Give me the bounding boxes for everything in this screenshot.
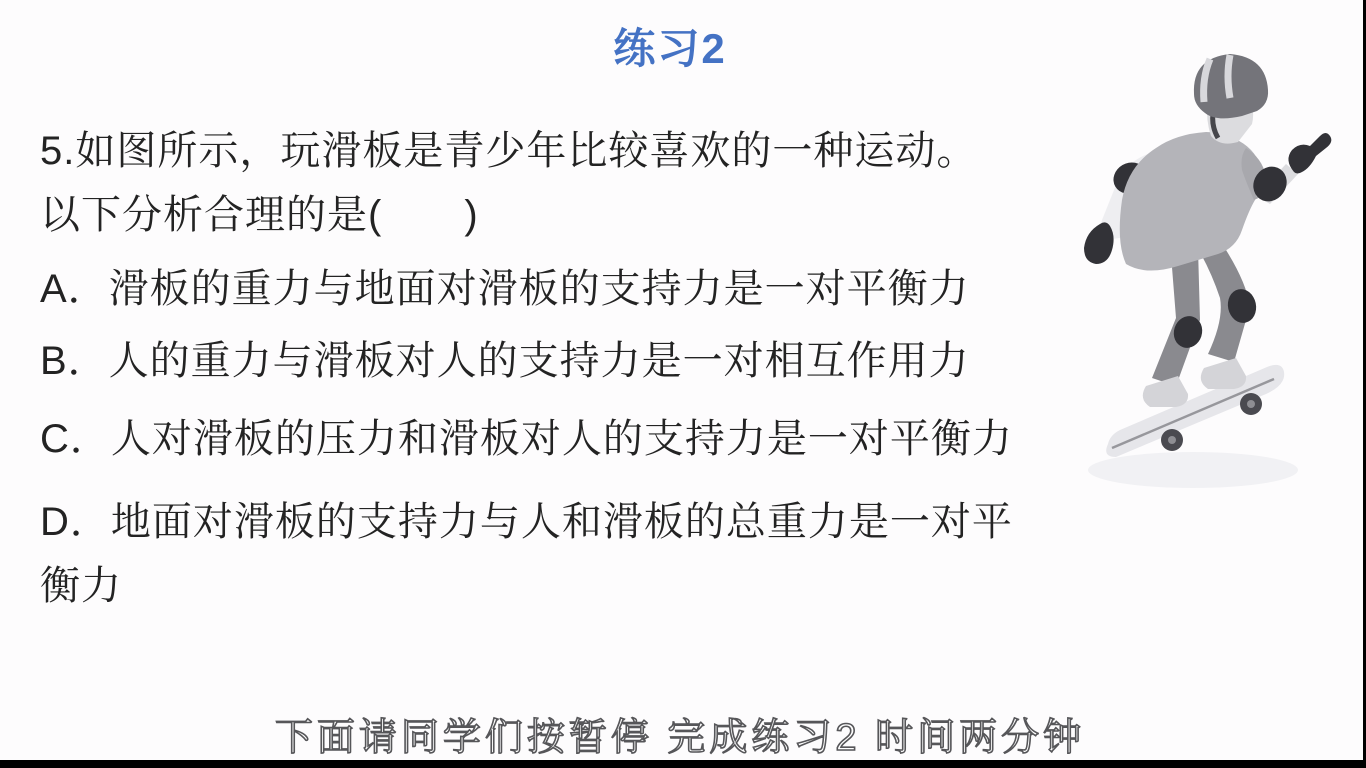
option-a: A．滑板的重力与地面对滑板的支持力是一对平衡力 <box>40 267 970 311</box>
skater-head <box>1194 54 1268 144</box>
skateboarder-illustration <box>1058 52 1350 502</box>
ground-shadow <box>1088 452 1298 488</box>
option-d: D．地面对滑板的支持力与人和滑板的总重力是一对平衡力 <box>40 500 1013 608</box>
question-stem-line1: 5.如图所示，玩滑板是青少年比较喜欢的一种运动。 <box>40 129 978 173</box>
option-c: C．人对滑板的压力和滑板对人的支持力是一对平衡力 <box>40 417 1013 461</box>
skater-torso <box>1120 132 1262 271</box>
question-stem-line2: 以下分析合理的是( ) <box>40 193 479 237</box>
page-title: 练习2 <box>613 25 727 72</box>
letterbox-bottom <box>0 760 1366 768</box>
option-b: B．人的重力与滑板对人的支持力是一对相互作用力 <box>40 339 970 383</box>
skater-front-arm <box>1242 133 1332 208</box>
video-caption: 下面请同学们按暂停 完成练习2 时间两分钟 <box>274 717 1086 759</box>
